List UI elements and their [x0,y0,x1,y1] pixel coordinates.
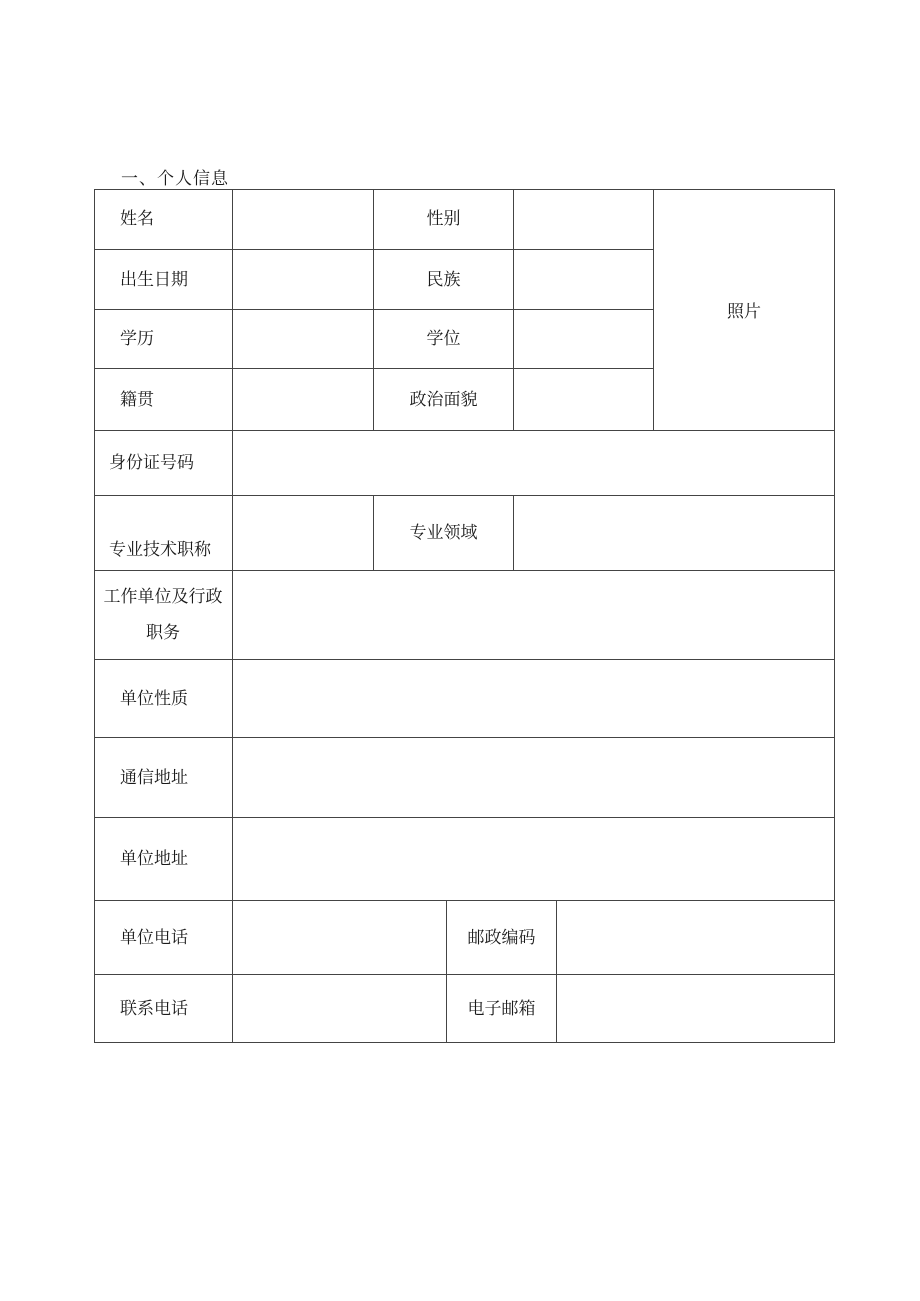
ethnicity-field[interactable] [514,250,654,310]
birth-date-label: 出生日期 [94,250,233,310]
education-label: 学历 [94,310,233,369]
unit-phone-label: 单位电话 [94,901,233,975]
unit-nature-label: 单位性质 [94,660,233,738]
native-place-field[interactable] [233,369,374,431]
email-field[interactable] [557,975,835,1043]
gender-field[interactable] [514,189,654,250]
professional-title-field[interactable] [233,496,374,571]
work-unit-label-line1: 工作单位及行政 [103,587,223,607]
ethnicity-label: 民族 [374,250,514,310]
gender-label: 性别 [374,189,514,250]
work-unit-label-line2: 职务 [146,623,180,643]
unit-address-field[interactable] [233,818,835,901]
native-place-label: 籍贯 [94,369,233,431]
name-field[interactable] [233,189,374,250]
name-label: 姓名 [94,189,233,250]
birth-date-field[interactable] [233,250,374,310]
postal-code-label: 邮政编码 [447,901,557,975]
section-title: 一、个人信息 [121,169,229,189]
political-status-label: 政治面貌 [374,369,514,431]
education-field[interactable] [233,310,374,369]
work-unit-label [94,571,233,660]
work-unit-field[interactable] [233,571,835,660]
email-label: 电子邮箱 [447,975,557,1043]
degree-field[interactable] [514,310,654,369]
unit-address-label: 单位地址 [94,818,233,901]
id-number-field[interactable] [233,431,835,496]
professional-field-field[interactable] [514,496,835,571]
political-status-field[interactable] [514,369,654,431]
contact-phone-label: 联系电话 [94,975,233,1043]
personal-info-form [94,189,835,1043]
photo-box[interactable] [654,189,835,431]
id-number-label: 身份证号码 [94,431,233,496]
mailing-address-label: 通信地址 [94,738,233,818]
professional-field-label: 专业领域 [374,496,514,571]
photo-label: 照片 [727,302,761,322]
contact-phone-field[interactable] [233,975,447,1043]
unit-nature-field[interactable] [233,660,835,738]
postal-code-field[interactable] [557,901,835,975]
unit-phone-field[interactable] [233,901,447,975]
degree-label: 学位 [374,310,514,369]
professional-title-label: 专业技术职称 [94,496,233,571]
mailing-address-field[interactable] [233,738,835,818]
